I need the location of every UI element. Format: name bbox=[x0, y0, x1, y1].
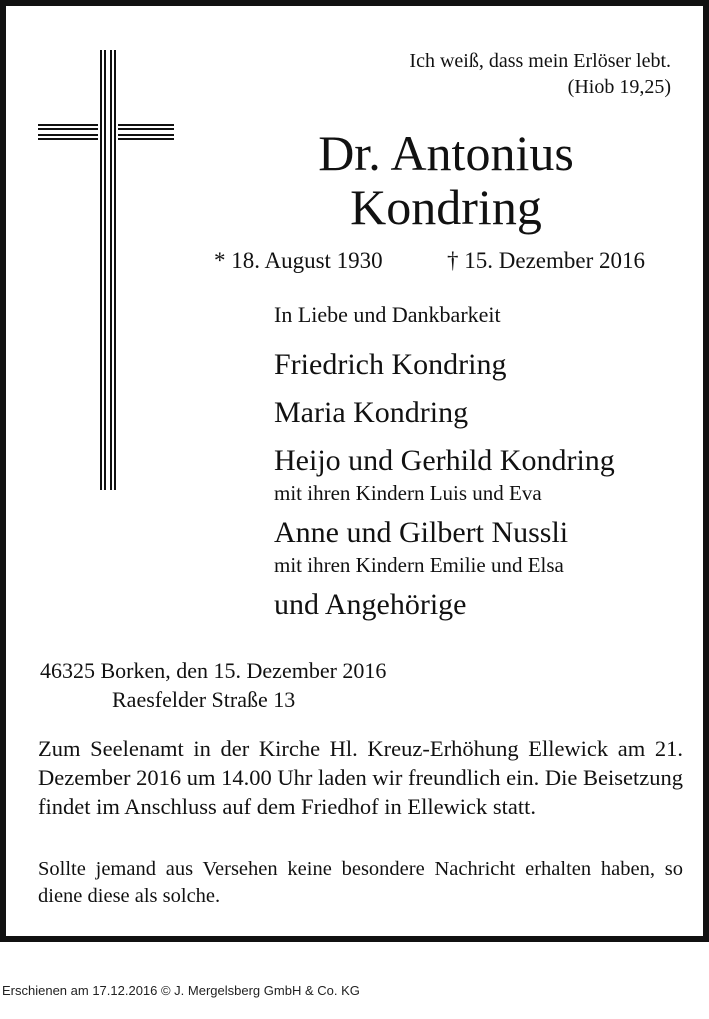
verse-text: Ich weiß, dass mein Erlöser lebt. bbox=[409, 50, 671, 72]
family-address bbox=[40, 656, 386, 714]
mourner-name: Friedrich Kondring bbox=[274, 348, 507, 381]
mourner-children: mit ihren Kindern Luis und Eva bbox=[274, 481, 542, 505]
deceased-name-line2: Kondring bbox=[350, 179, 542, 235]
verse-reference: (Hiob 19,25) bbox=[567, 76, 671, 98]
cross-icon bbox=[34, 50, 174, 490]
publication-credit: Erschienen am 17.12.2016 © J. Mergelsberg GmbH & Co. KG bbox=[2, 983, 360, 998]
dedication-text: In Liebe und Dankbarkeit bbox=[274, 302, 501, 327]
life-dates bbox=[214, 246, 684, 276]
deceased-name-line1: Dr. Antonius bbox=[318, 125, 574, 181]
bible-verse bbox=[409, 48, 671, 100]
death-date: † 15. Dezember 2016 bbox=[447, 248, 645, 273]
closing-notice: Sollte jemand aus Versehen keine besondere Nachricht erhalten haben, so diene diese als solche. bbox=[38, 858, 683, 907]
street-address: Raesfelder Straße 13 bbox=[112, 687, 296, 712]
birth-date: * 18. August 1930 bbox=[214, 248, 383, 273]
mourner-name: Maria Kondring bbox=[274, 396, 469, 429]
deceased-name bbox=[206, 126, 686, 234]
mourner-children: mit ihren Kindern Emilie und Elsa bbox=[274, 553, 564, 577]
mourner-name: Anne und Gilbert Nussli bbox=[274, 516, 569, 549]
place-date: 46325 Borken, den 15. Dezember 2016 bbox=[40, 658, 387, 683]
service-announcement: Zum Seelenamt in der Kirche Hl. Kreuz-Erhöhung Ellewick am 21. Dezember 2016 um 14.00 Uhr laden wir freundlich ein. Die Beisetzung findet im Anschluss auf dem Friedhof in Ellewick statt. bbox=[38, 736, 683, 819]
mourners-list bbox=[274, 346, 704, 624]
mourner-name: und Angehörige bbox=[274, 588, 467, 621]
mourner-name: Heijo und Gerhild Kondring bbox=[274, 444, 615, 477]
